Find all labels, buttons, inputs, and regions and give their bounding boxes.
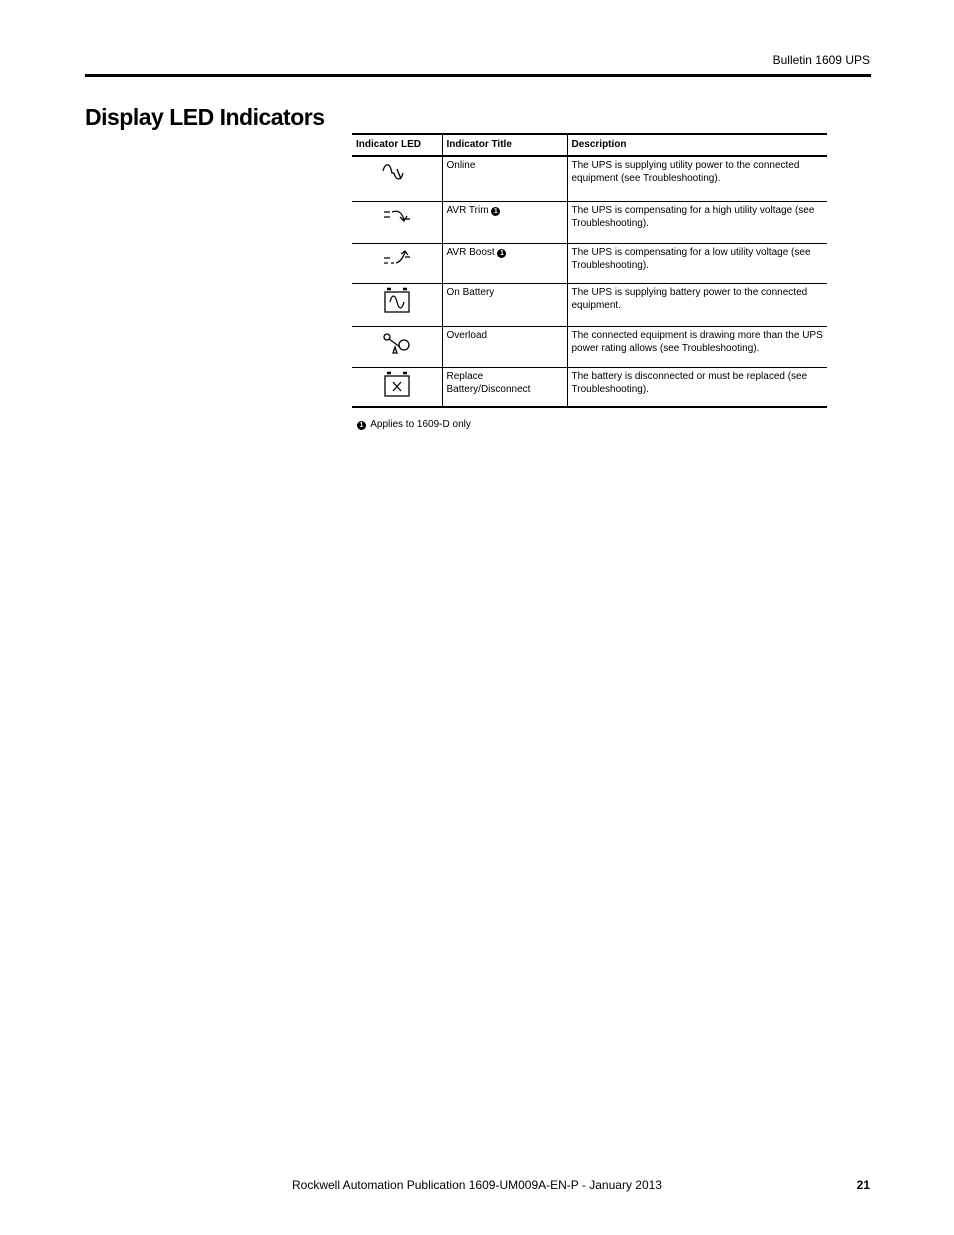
table-row	[352, 243, 827, 283]
table-header-row	[352, 134, 827, 156]
indicator-description: The connected equipment is drawing more than the UPS power rating allows (see Troubleshooting).	[567, 326, 827, 367]
led-indicator-table	[352, 133, 827, 408]
table-row	[352, 283, 827, 326]
table-row	[352, 326, 827, 367]
online-sine-wave-icon	[380, 159, 414, 187]
column-header: Indicator Title	[442, 134, 567, 156]
indicator-description: The UPS is supplying battery power to the connected equipment.	[567, 283, 827, 326]
indicator-title: AVR Trim	[446, 204, 489, 216]
indicator-description: The UPS is compensating for a high utility voltage (see Troubleshooting).	[567, 201, 827, 243]
header-rule	[85, 74, 871, 77]
indicator-title: AVR Boost	[446, 246, 495, 258]
page-number: 21	[856, 1178, 870, 1192]
footnote-marker: 1	[497, 249, 506, 258]
footnote-marker: 1	[491, 207, 500, 216]
footnote-marker: 1	[357, 421, 366, 430]
indicator-title: Online	[446, 160, 476, 171]
table-row	[352, 201, 827, 243]
indicator-title: Overload	[446, 329, 488, 341]
battery-sine-icon	[380, 286, 414, 314]
indicator-description: The UPS is compensating for a low utility voltage (see Troubleshooting).	[567, 243, 827, 283]
indicator-description: The UPS is supplying utility power to the connected equipment (see Troubleshooting).	[567, 156, 827, 201]
running-header: Bulletin 1609 UPS	[772, 53, 870, 67]
publication-footer: Rockwell Automation Publication 1609-UM009A-EN-P - January 2013	[292, 1178, 662, 1192]
overload-seesaw-icon	[380, 329, 414, 357]
indicator-description: The battery is disconnected or must be replaced (see Troubleshooting).	[567, 367, 827, 407]
avr-trim-icon	[380, 204, 414, 228]
table-footnote	[357, 419, 471, 430]
avr-boost-icon	[380, 246, 414, 270]
footnote-text: Applies to 1609-D only	[370, 419, 471, 430]
section-title: Display LED Indicators	[85, 104, 325, 130]
column-header: Description	[567, 134, 827, 156]
indicator-title: Replace Battery/Disconnect	[446, 370, 531, 395]
indicator-title: On Battery	[446, 286, 495, 298]
battery-x-icon	[380, 370, 414, 398]
table-row	[352, 367, 827, 407]
table-row	[352, 156, 827, 201]
column-header: Indicator LED	[352, 134, 442, 156]
